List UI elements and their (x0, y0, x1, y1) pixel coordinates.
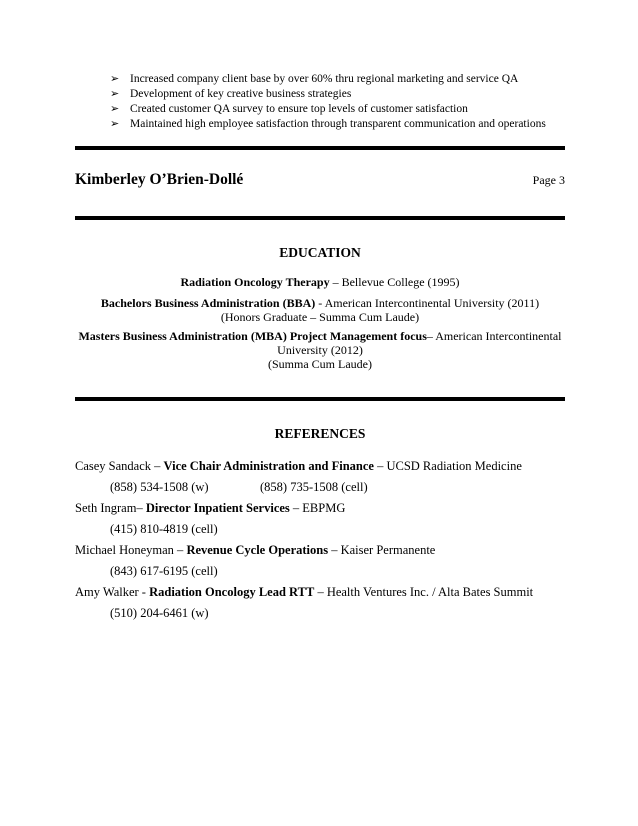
reference-phone: (510) 204-6461 (w) (110, 606, 209, 620)
reference-role: Vice Chair Administration and Finance (163, 459, 374, 473)
reference-entry: Michael Honeyman – Revenue Cycle Operations – Kaiser Permanente (75, 543, 436, 557)
reference-role: Radiation Oncology Lead RTT (149, 585, 315, 599)
page-header (75, 171, 565, 189)
education-heading: EDUCATION (279, 245, 361, 260)
reference-entry: Amy Walker - Radiation Oncology Lead RTT – Health Ventures Inc. / Alta Bates Summit (75, 585, 534, 599)
candidate-name: Kimberley O’Brien-Dollé (75, 171, 244, 188)
divider (75, 146, 565, 150)
list-item: ➢ Development of key creative business strategies (110, 88, 352, 100)
references-list (75, 456, 575, 624)
arrow-bullet-icon: ➢ (110, 88, 120, 100)
reference-entry: Casey Sandack – Vice Chair Administration and Finance – UCSD Radiation Medicine (75, 459, 522, 473)
list-item: ➢ Increased company client base by over 60% thru regional marketing and service QA (110, 73, 519, 85)
reference-phone: (843) 617-6195 (cell) (110, 564, 218, 578)
reference-role: Revenue Cycle Operations (186, 543, 329, 557)
references-heading: REFERENCES (274, 426, 366, 441)
reference-entry: Seth Ingram– Director Inpatient Services – EBPMG (75, 501, 346, 515)
arrow-bullet-icon: ➢ (110, 118, 120, 130)
divider (75, 216, 565, 220)
degree-note: (Summa Cum Laude) (268, 357, 372, 371)
degree-name: Radiation Oncology Therapy (180, 275, 330, 289)
degree-name: Masters Business Administration (MBA) Project Management focus (78, 329, 427, 343)
reference-phone: (415) 810-4819 (cell) (110, 522, 218, 536)
reference-role: Director Inpatient Services (145, 501, 290, 515)
page-number: Page 3 (532, 173, 565, 187)
education-entry: Bachelors Business Administration (BBA) - American Intercontinental University (2011) (Honors Graduate – Summa Cum Laude) (75, 296, 565, 324)
education-entry: Radiation Oncology Therapy – Bellevue College (1995) (180, 275, 460, 289)
reference-phone: (858) 534-1508 (w) (858) 735-1508 (cell) (110, 480, 368, 494)
education-entry: Masters Business Administration (MBA) Project Management focus– American Intercontinental University (2012) (Summa Cum Laude) (75, 329, 565, 371)
arrow-bullet-icon: ➢ (110, 103, 120, 115)
list-item: ➢ Created customer QA survey to ensure top levels of customer satisfaction (110, 103, 468, 115)
divider (75, 397, 565, 401)
list-item: ➢ Maintained high employee satisfaction through transparent communication and operations (110, 118, 546, 130)
arrow-bullet-icon: ➢ (110, 73, 120, 85)
degree-name: Bachelors Business Administration (BBA) (100, 296, 316, 310)
achievement-list (110, 72, 546, 132)
degree-note: (Honors Graduate – Summa Cum Laude) (220, 310, 420, 324)
